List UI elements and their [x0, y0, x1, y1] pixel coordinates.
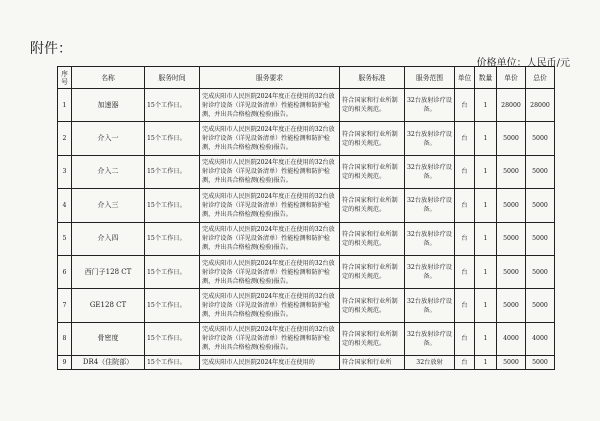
- cell-std: 符合国家和行业所制定的相关规范。: [340, 122, 405, 155]
- cell-name: 介入四: [72, 222, 145, 255]
- cell-total: 5000: [526, 189, 555, 222]
- table-row: [58, 89, 555, 122]
- cell-name: 介入二: [72, 155, 145, 188]
- cell-unit: 台: [455, 189, 475, 222]
- header-seq: 序号: [58, 67, 72, 89]
- cell-std: 符合国家和行业所: [340, 356, 405, 370]
- cell-seq: 5: [58, 222, 72, 255]
- cell-qty: 1: [475, 222, 497, 255]
- cell-total: 5000: [526, 356, 555, 370]
- price-unit-note: 价格单位：人民币/元: [476, 58, 570, 69]
- cell-scope: 32台放射诊疗设备。: [405, 222, 455, 255]
- cell-total: 5000: [526, 222, 555, 255]
- cell-std: 符合国家和行业所制定的相关规范。: [340, 189, 405, 222]
- cell-time: 15个工作日。: [145, 122, 200, 155]
- cell-seq: 6: [58, 255, 72, 288]
- cell-time: 15个工作日。: [145, 322, 200, 355]
- cell-unit: 台: [455, 255, 475, 288]
- cell-time: 15个工作日。: [145, 89, 200, 122]
- header-qty: 数量: [475, 67, 497, 89]
- cell-total: 5000: [526, 122, 555, 155]
- cell-qty: 1: [475, 356, 497, 370]
- cell-std: 符合国家和行业所制定的相关规范。: [340, 89, 405, 122]
- header-std: 服务标准: [340, 67, 405, 89]
- cell-req: 完成庆阳市人民医院2024年度正在使用的32台放射诊疗设备（详见设备清单）性能检测和防护检测，并出具合格检测(检验)报告。: [200, 255, 340, 288]
- cell-seq: 1: [58, 89, 72, 122]
- cell-qty: 1: [475, 322, 497, 355]
- cell-name: 介入一: [72, 122, 145, 155]
- cell-price: 5000: [497, 189, 526, 222]
- cell-unit: 台: [455, 222, 475, 255]
- cell-price: 5000: [497, 222, 526, 255]
- header-row: [58, 67, 555, 89]
- cell-qty: 1: [475, 289, 497, 322]
- cell-std: 符合国家和行业所制定的相关规范。: [340, 255, 405, 288]
- cell-qty: 1: [475, 122, 497, 155]
- cell-time: 15个工作日。: [145, 289, 200, 322]
- cell-std: 符合国家和行业所制定的相关规范。: [340, 222, 405, 255]
- table-row: [58, 222, 555, 255]
- cell-unit: 台: [455, 322, 475, 355]
- cell-scope: 32台放射诊疗设备。: [405, 289, 455, 322]
- cell-name: 介入三: [72, 189, 145, 222]
- cell-price: 5000: [497, 356, 526, 370]
- cell-req: 完成庆阳市人民医院2024年度正在使用的32台放射诊疗设备（详见设备清单）性能检测和防护检测，并出具合格检测(检验)报告。: [200, 122, 340, 155]
- cell-scope: 32台放射诊疗设备。: [405, 155, 455, 188]
- header-req: 服务要求: [200, 67, 340, 89]
- cell-time: 15个工作日。: [145, 222, 200, 255]
- table-row: [58, 189, 555, 222]
- cell-price: 28000: [497, 89, 526, 122]
- cell-price: 5000: [497, 122, 526, 155]
- cell-price: 5000: [497, 255, 526, 288]
- table-row: [58, 122, 555, 155]
- cell-req: 完成庆阳市人民医院2024年度正在使用的32台放射诊疗设备（详见设备清单）性能检测和防护检测，并出具合格检测(检验)报告。: [200, 189, 340, 222]
- cell-req: 完成庆阳市人民医院2024年度正在使用的32台放射诊疗设备（详见设备清单）性能检测和防护检测，并出具合格检测(检验)报告。: [200, 222, 340, 255]
- cell-price: 4000: [497, 322, 526, 355]
- cell-scope: 32台放射诊疗设备。: [405, 89, 455, 122]
- cell-req: 完成庆阳市人民医院2024年度正在使用的32台放射诊疗设备（详见设备清单）性能检测和防护检测，并出具合格检测(检验)报告。: [200, 89, 340, 122]
- cell-name: 骨密度: [72, 322, 145, 355]
- cell-scope: 32台放射诊疗设备。: [405, 122, 455, 155]
- cell-unit: 台: [455, 155, 475, 188]
- cell-total: 5000: [526, 255, 555, 288]
- cell-scope: 32台放射诊疗设备。: [405, 322, 455, 355]
- cell-qty: 1: [475, 189, 497, 222]
- cell-total: 5000: [526, 155, 555, 188]
- cell-price: 5000: [497, 155, 526, 188]
- cell-seq: 4: [58, 189, 72, 222]
- cell-req: 完成庆阳市人民医院2024年度正在使用的32台放射诊疗设备（详见设备清单）性能检测和防护检测，并出具合格检测(检验)报告。: [200, 155, 340, 188]
- cell-std: 符合国家和行业所制定的相关规范。: [340, 322, 405, 355]
- cell-name: 加速器: [72, 89, 145, 122]
- header-name: 名称: [72, 67, 145, 89]
- cell-total: 4000: [526, 322, 555, 355]
- cell-time: 15个工作日。: [145, 255, 200, 288]
- attachment-label: 附件：: [30, 41, 72, 57]
- header-scope: 服务范围: [405, 67, 455, 89]
- table-row: [58, 322, 555, 355]
- cell-req: 完成庆阳市人民医院2024年度正在使用的32台放射诊疗设备（详见设备清单）性能检测和防护检测，并出具合格检测(检验)报告。: [200, 322, 340, 355]
- cell-unit: 台: [455, 89, 475, 122]
- cell-time: 15个工作日。: [145, 155, 200, 188]
- cell-total: 5000: [526, 289, 555, 322]
- table-row: [58, 155, 555, 188]
- cell-seq: 8: [58, 322, 72, 355]
- cell-time: 15个工作日。: [145, 356, 200, 370]
- cell-name: GE128 CT: [72, 289, 145, 322]
- cell-std: 符合国家和行业所制定的相关规范。: [340, 289, 405, 322]
- cell-seq: 2: [58, 122, 72, 155]
- cell-name: DR4（住院部）: [72, 356, 145, 370]
- table-row: [58, 289, 555, 322]
- header-total: 总价: [526, 67, 555, 89]
- cell-seq: 9: [58, 356, 72, 370]
- cell-req: 完成庆阳市人民医院2024年度正在使用的32台放射诊疗设备（详见设备清单）性能检测和防护检测，并出具合格检测(检验)报告。: [200, 289, 340, 322]
- header-unit: 单位: [455, 67, 475, 89]
- cell-req: 完成庆阳市人民医院2024年度正在使用的: [200, 356, 340, 370]
- cell-qty: 1: [475, 155, 497, 188]
- header-time: 服务时间: [145, 67, 200, 89]
- cell-unit: 台: [455, 356, 475, 370]
- cell-time: 15个工作日。: [145, 189, 200, 222]
- cell-total: 28000: [526, 89, 555, 122]
- table-row: [58, 356, 555, 370]
- cell-qty: 1: [475, 255, 497, 288]
- cell-name: 西门子128 CT: [72, 255, 145, 288]
- table-row: [58, 255, 555, 288]
- cell-seq: 7: [58, 289, 72, 322]
- cell-scope: 32台放射诊疗设备。: [405, 189, 455, 222]
- cell-qty: 1: [475, 89, 497, 122]
- cell-scope: 32台放射诊疗设备。: [405, 255, 455, 288]
- cell-unit: 台: [455, 289, 475, 322]
- cell-price: 5000: [497, 289, 526, 322]
- cell-unit: 台: [455, 122, 475, 155]
- cell-seq: 3: [58, 155, 72, 188]
- cell-std: 符合国家和行业所制定的相关规范。: [340, 155, 405, 188]
- header-price: 单价: [497, 67, 526, 89]
- price-table: [57, 66, 555, 370]
- cell-scope: 32台放射: [405, 356, 455, 370]
